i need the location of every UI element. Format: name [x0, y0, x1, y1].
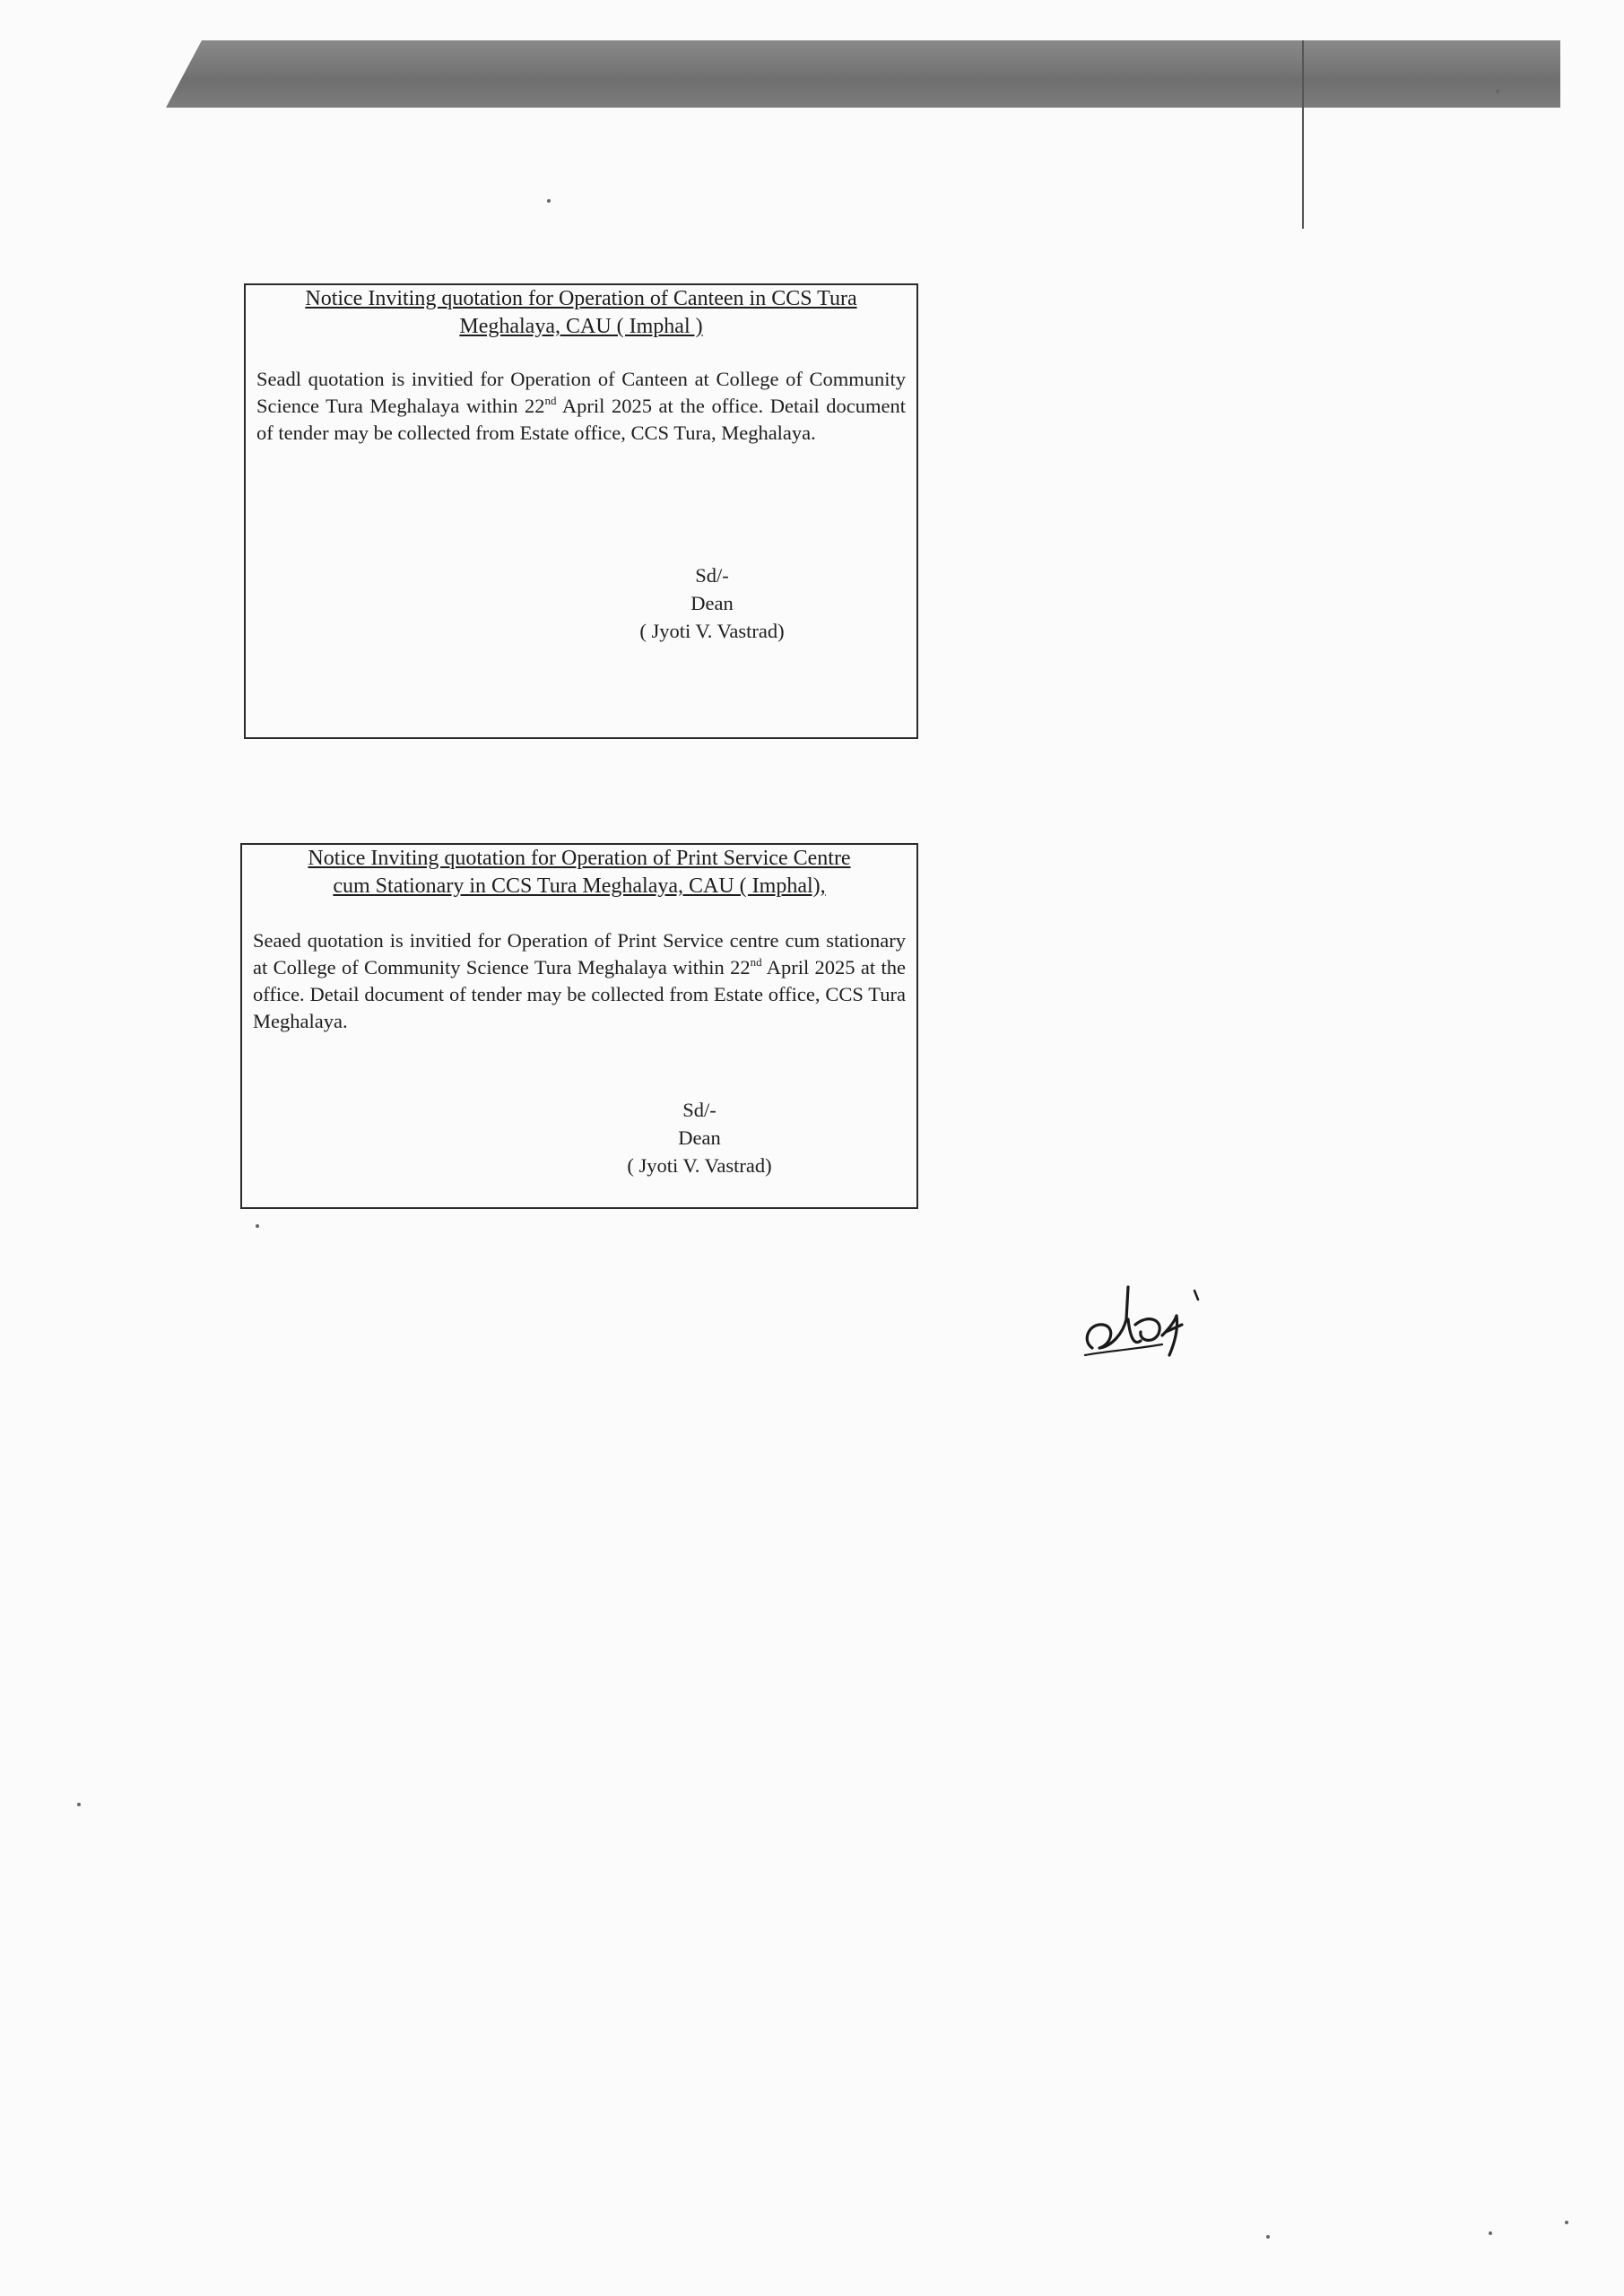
notice-title-line: cum Stationary in CCS Tura Meghalaya, CAU ( Imphal),: [333, 874, 826, 898]
scan-speck: [256, 1224, 259, 1228]
signoff-name: ( Jyoti V. Vastrad): [639, 620, 785, 642]
scan-speck: [1496, 90, 1499, 93]
notice-title-line: Notice Inviting quotation for Operation of Print Service Centre: [308, 847, 851, 870]
signoff-sd: Sd/-: [682, 1099, 716, 1121]
notice-print-service: [240, 843, 918, 1209]
scan-speck: [1565, 2221, 1568, 2224]
notice-body-text: Seaed quotation is invitied for Operation of Print Service centre cum stationary at College of Community Science Tura Meghalaya within 22: [253, 929, 906, 978]
handwritten-signature-icon: [1076, 1269, 1220, 1368]
signoff-name: ( Jyoti V. Vastrad): [627, 1154, 772, 1177]
signoff-designation: Dean: [678, 1126, 721, 1149]
notice-title: [242, 845, 916, 900]
notice-body-text: April 2025 at the office. Detail document of tender may be collected from Estate office, CCS Tura Meghalaya.: [253, 956, 907, 1032]
signoff-block: [604, 561, 820, 645]
signoff-block: [592, 1096, 807, 1179]
scan-speck: [547, 199, 551, 203]
scan-speck: [1489, 2231, 1492, 2235]
notice-body-text: Seadl quotation is invitied for Operation of Canteen at College of Community Science Tura Meghalaya within 22: [256, 368, 906, 417]
signoff-sd: Sd/-: [695, 564, 729, 587]
scan-top-band-edge: [166, 40, 202, 108]
scan-speck: [1266, 2235, 1270, 2239]
notice-title-line: Meghalaya, CAU ( Imphal ): [459, 315, 703, 338]
scan-speck: [77, 1803, 81, 1806]
notice-canteen: [244, 283, 918, 739]
notice-body: [242, 927, 916, 1035]
notice-body-text: April 2025 at the office. Detail document of tender may be collected from Estate office, CCS Tura, Meghalaya.: [256, 395, 907, 444]
notice-title: [246, 285, 916, 341]
scan-top-band: [166, 40, 1560, 108]
ordinal-suffix: nd: [750, 955, 762, 969]
ordinal-suffix: nd: [544, 394, 557, 407]
notice-title-line: Notice Inviting quotation for Operation of Canteen in CCS Tura: [305, 287, 857, 310]
notice-body: [246, 366, 916, 447]
signoff-designation: Dean: [690, 592, 734, 614]
scan-vertical-line: [1302, 40, 1304, 229]
